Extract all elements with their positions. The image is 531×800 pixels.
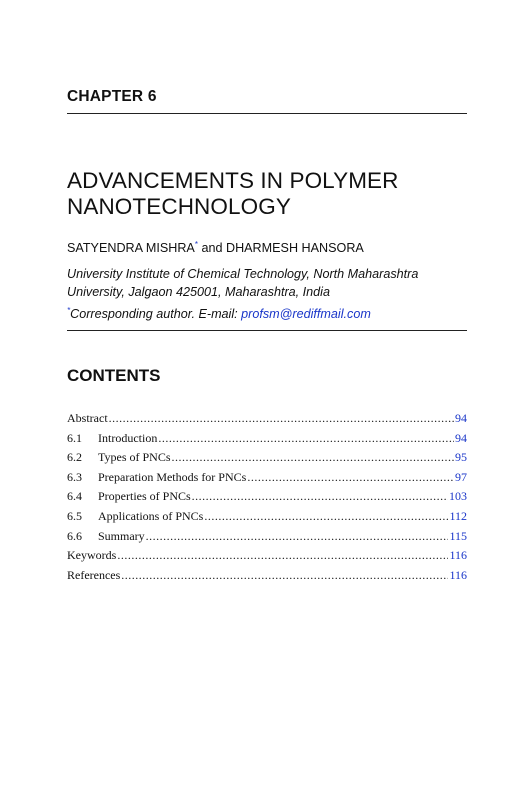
affiliation-line-2: University, Jalgaon 425001, Maharashtra, India xyxy=(67,285,330,299)
toc-row-abstract[interactable] xyxy=(67,411,467,431)
corresponding-label: Corresponding author. E-mail: xyxy=(70,307,242,321)
chapter-title xyxy=(67,168,467,220)
author-connector: and xyxy=(197,241,226,255)
toc-row-introduction[interactable] xyxy=(67,431,467,451)
contents-heading: CONTENTS xyxy=(67,366,161,385)
affiliation-line-1: University Institute of Chemical Technology, North Maharashtra xyxy=(67,267,419,281)
toc-page-link[interactable]: 115 xyxy=(449,528,467,543)
email-link[interactable]: profsm@rediffmail.com xyxy=(241,307,371,321)
toc-page-link[interactable]: 112 xyxy=(449,508,467,523)
toc-leader-dots xyxy=(247,470,454,485)
corresponding-author-note xyxy=(67,307,371,321)
toc-leader-dots xyxy=(121,568,448,583)
toc-leader-dots xyxy=(109,411,454,426)
toc-row-preparation-methods[interactable] xyxy=(67,470,467,490)
toc-leader-dots xyxy=(172,450,455,465)
table-of-contents xyxy=(67,411,467,587)
toc-entry-title: Summary xyxy=(98,528,145,543)
author-list xyxy=(67,241,364,255)
toc-entry-title: References xyxy=(67,567,121,582)
toc-page-link[interactable]: 94 xyxy=(455,430,467,445)
toc-row-properties[interactable] xyxy=(67,489,467,509)
toc-row-applications[interactable] xyxy=(67,509,467,529)
toc-page-link[interactable]: 116 xyxy=(449,548,467,563)
toc-entry-title: Keywords xyxy=(67,548,117,563)
toc-section-number: 6.6 xyxy=(67,528,82,543)
corresponding-note-mark: * xyxy=(67,306,71,315)
toc-page-link[interactable]: 116 xyxy=(449,567,467,582)
toc-page-link[interactable]: 94 xyxy=(455,411,467,425)
toc-section-number: 6.1 xyxy=(67,430,82,445)
author-1: SATYENDRA MISHRA xyxy=(67,241,195,255)
toc-leader-dots xyxy=(204,509,448,524)
toc-row-references[interactable] xyxy=(67,568,467,588)
toc-section-number: 6.2 xyxy=(67,450,82,465)
author-2: DHARMESH HANSORA xyxy=(225,241,364,255)
toc-section-number: 6.5 xyxy=(67,508,82,523)
chapter-title-line-2: NANOTECHNOLOGY xyxy=(67,194,291,219)
toc-row-summary[interactable] xyxy=(67,529,467,549)
toc-entry-title: Properties of PNCs xyxy=(98,489,191,504)
section-divider xyxy=(67,330,467,331)
toc-page-link[interactable]: 97 xyxy=(455,469,467,484)
toc-section-number: 6.4 xyxy=(67,489,82,504)
corresponding-author-mark[interactable]: * xyxy=(194,240,198,249)
toc-entry-title: Introduction xyxy=(98,430,158,445)
toc-entry-title: Applications of PNCs xyxy=(98,508,204,523)
top-divider xyxy=(67,113,467,114)
affiliation xyxy=(67,265,467,301)
chapter-title-line-1: ADVANCEMENTS IN POLYMER xyxy=(67,168,399,193)
toc-leader-dots xyxy=(192,489,448,504)
toc-leader-dots xyxy=(158,431,454,446)
toc-entry-title: Abstract xyxy=(67,411,108,425)
toc-section-number: 6.3 xyxy=(67,469,82,484)
toc-leader-dots xyxy=(117,548,448,563)
chapter-label: CHAPTER 6 xyxy=(67,88,157,105)
toc-leader-dots xyxy=(146,529,449,544)
toc-page-link[interactable]: 95 xyxy=(455,450,467,465)
toc-entry-title: Types of PNCs xyxy=(98,450,171,465)
toc-row-types-of-pncs[interactable] xyxy=(67,450,467,470)
toc-page-link[interactable]: 103 xyxy=(449,489,467,504)
toc-entry-title: Preparation Methods for PNCs xyxy=(98,469,247,484)
toc-row-keywords[interactable] xyxy=(67,548,467,568)
